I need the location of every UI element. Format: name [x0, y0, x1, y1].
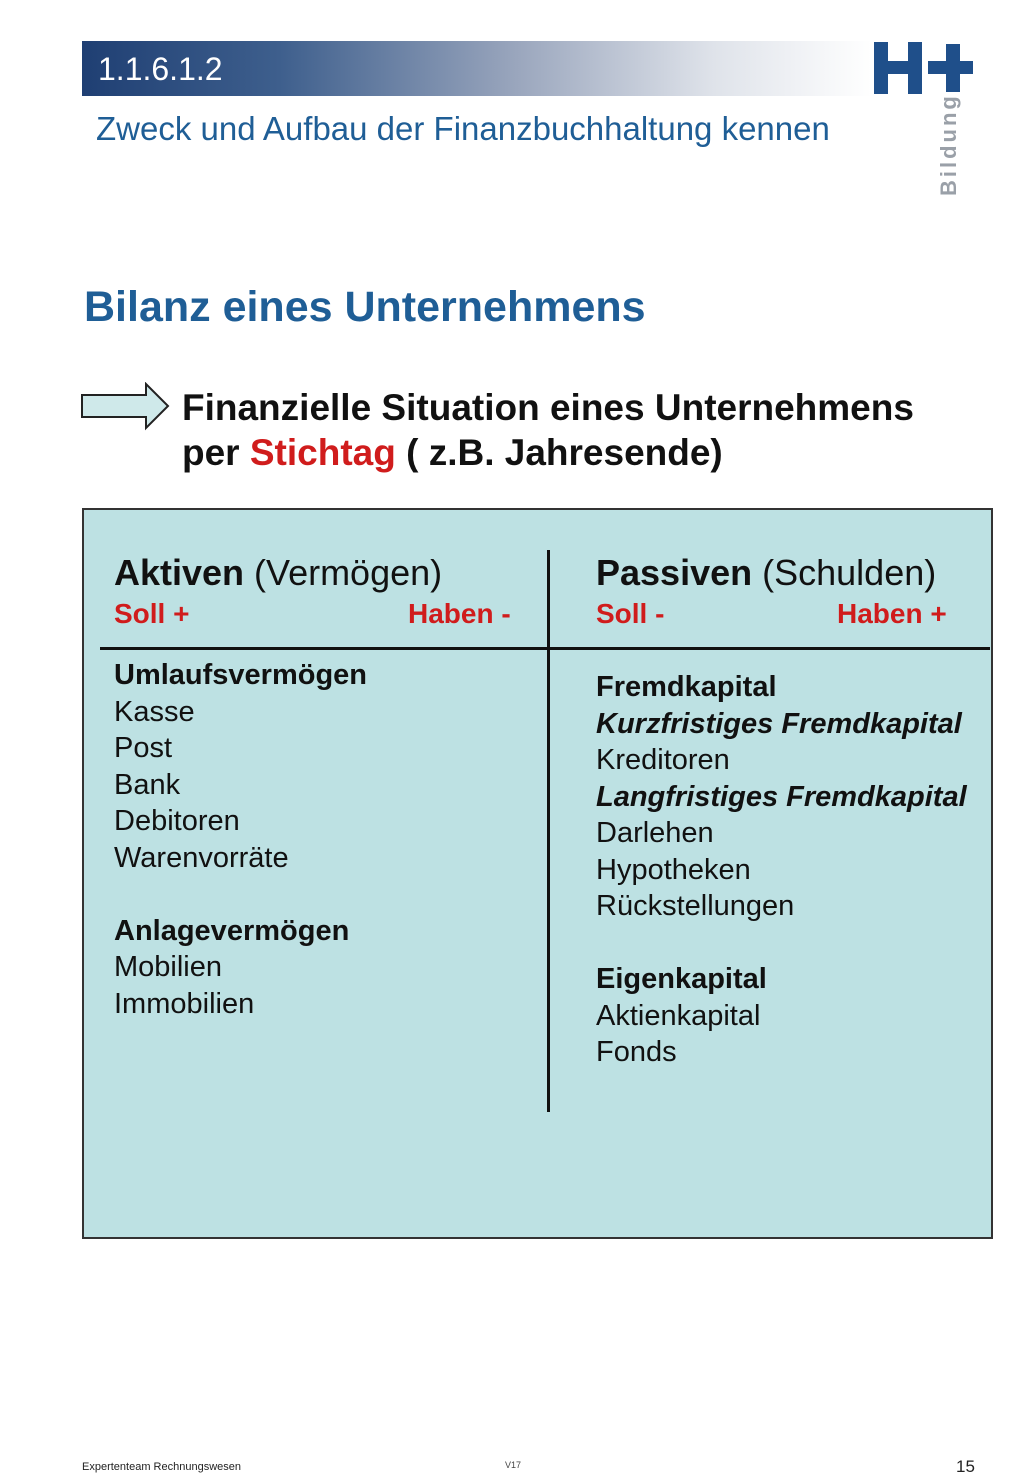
list-item: Kasse — [114, 695, 195, 728]
kurzfristiges-fremdkapital-heading: Kurzfristiges Fremdkapital — [596, 707, 962, 740]
lead-line-2 — [182, 430, 914, 475]
eigenkapital-heading: Eigenkapital — [596, 963, 767, 995]
list-item: Warenvorräte — [114, 841, 289, 874]
aktiven-list — [114, 657, 367, 1022]
spacer — [596, 925, 967, 962]
passiven-list — [596, 669, 967, 1071]
list-item: Fonds — [596, 1036, 677, 1068]
page-number: 15 — [956, 1457, 975, 1476]
list-item: Hypotheken — [596, 853, 751, 886]
spacer — [114, 876, 367, 913]
passiven-heading — [596, 552, 936, 594]
section-header-bar — [82, 41, 872, 96]
list-item: Darlehen — [596, 817, 714, 849]
footer-team: Expertenteam Rechnungswesen — [82, 1461, 241, 1473]
list-item: Mobilien — [114, 951, 222, 983]
stichtag-highlight: Stichtag — [249, 432, 396, 473]
lead-line-2-suffix: ( z.B. Jahresende) — [395, 432, 723, 473]
lead-line-2-prefix: per — [182, 432, 250, 473]
passiven-heading-bold: Passiven — [596, 552, 753, 593]
t-account-horizontal-line — [100, 647, 990, 650]
list-item: Bank — [114, 768, 181, 801]
langfristiges-fremdkapital-heading: Langfristiges Fremdkapital — [596, 780, 967, 813]
hplus-bildung-logo — [872, 40, 977, 200]
list-item: Immobilien — [114, 987, 255, 1020]
list-item: Debitoren — [114, 805, 240, 837]
arrow-right-icon — [80, 382, 172, 432]
aktiven-soll: Soll + — [114, 598, 190, 629]
page-title: Bilanz eines Unternehmens — [84, 283, 646, 331]
aktiven-heading — [114, 552, 442, 594]
list-item: Aktienkapital — [596, 999, 761, 1032]
fremdkapital-heading: Fremdkapital — [596, 671, 777, 703]
passiven-haben: Haben + — [837, 598, 947, 629]
aktiven-heading-rest: (Vermögen) — [244, 552, 443, 593]
lead-text — [182, 385, 914, 475]
t-account-vertical-line — [547, 550, 550, 1112]
section-number: 1.1.6.1.2 — [98, 51, 223, 87]
umlaufsvermoegen-heading: Umlaufsvermögen — [114, 659, 368, 691]
passiven-soll: Soll - — [596, 598, 665, 629]
list-item: Rückstellungen — [596, 890, 795, 922]
list-item: Post — [114, 732, 173, 764]
balance-sheet-panel — [82, 508, 993, 1239]
anlagevermoegen-heading: Anlagevermögen — [114, 914, 350, 947]
aktiven-heading-bold: Aktiven — [114, 552, 245, 593]
chapter-subtitle: Zweck und Aufbau der Finanzbuchhaltung kennen — [96, 110, 830, 147]
aktiven-haben: Haben - — [408, 598, 511, 629]
lead-line-1: Finanzielle Situation eines Unternehmens — [182, 387, 914, 428]
logo-subtext: Bildung — [936, 93, 961, 196]
footer-version: V17 — [505, 1460, 522, 1470]
passiven-heading-rest: (Schulden) — [752, 552, 937, 593]
list-item: Kreditoren — [596, 744, 730, 776]
